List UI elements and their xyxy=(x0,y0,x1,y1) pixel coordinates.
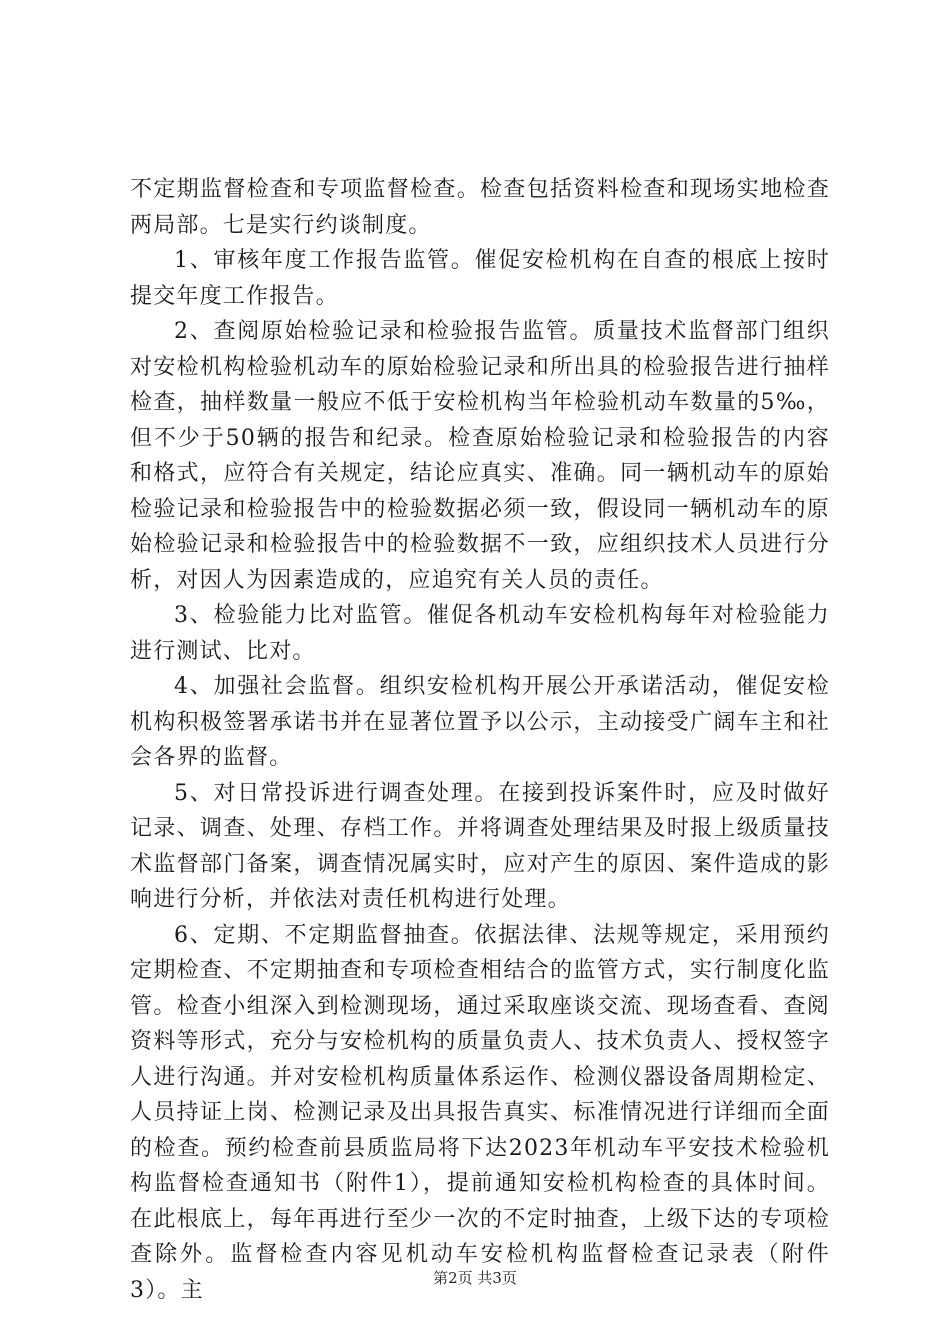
paragraph-item-5: 5、对日常投诉进行调查处理。在接到投诉案件时，应及时做好记录、调查、处理、存档工作。并将调查处理结果及时报上级质量技术监督部门备案，调查情况属实时，应对产生的原因、案件造成的影响进行分析，并依法对责任机构进行处理。 xyxy=(130,780,830,912)
paragraph-intro-continuation: 不定期监督检查和专项监督检查。检查包括资料检查和现场实地检查两局部。七是实行约谈制度。 xyxy=(130,177,830,238)
paragraph-item-3: 3、检验能力比对监管。催促各机动车安检机构每年对检验能力进行测试、比对。 xyxy=(130,603,830,664)
page-footer: 第2页 共3页 xyxy=(433,1269,517,1287)
paragraph-item-6: 6、定期、不定期监督抽查。依据法律、法规等规定，采用预约定期检查、不定期抽查和专项检查相结合的监管方式，实行制度化监管。检查小组深入到检测现场，通过采取座谈交流、现场查看、查阅资料等形式，充分与安检机构的质量负责人、技术负责人、授权签字人进行沟通。并对安检机构质量体系运作、检测仪器设备周期检定、人员持证上岗、检测记录及出具报告真实、标准情况进行详细而全面的检查。预约检查前县质监局将下达2023年机动车平安技术检验机构监督检查通知书（附件1），提前通知安检机构检查的具体时间。在此根底上，每年再进行至少一次的不定时抽查，上级下达的专项检查除外。监督检查内容见机动车安检机构监督检查记录表（附件3）。主 xyxy=(130,922,830,1303)
paragraph-item-4: 4、加强社会监督。组织安检机构开展公开承诺活动，催促安检机构积极签署承诺书并在显著位置予以公示，主动接受广阔车主和社会各界的监督。 xyxy=(130,674,830,770)
paragraph-item-1: 1、审核年度工作报告监管。催促安检机构在自查的根底上按时提交年度工作报告。 xyxy=(130,248,830,309)
paragraph-item-2: 2、查阅原始检验记录和检验报告监管。质量技术监督部门组织对安检机构检验机动车的原始检验记录和所出具的检验报告进行抽样检查，抽样数量一般应不低于安检机构当年检验机动车数量的5‰，但不少于50辆的报告和纪录。检查原始检验记录和检验报告的内容和格式，应符合有关规定，结论应真实、准确。同一辆机动车的原始检验记录和检验报告中的检验数据必须一致，假设同一辆机动车的原始检验记录和检验报告中的检验数据不一致，应组织技术人员进行分析，对因人为因素造成的，应追究有关人员的责任。 xyxy=(130,319,830,593)
document-body xyxy=(130,172,830,1308)
